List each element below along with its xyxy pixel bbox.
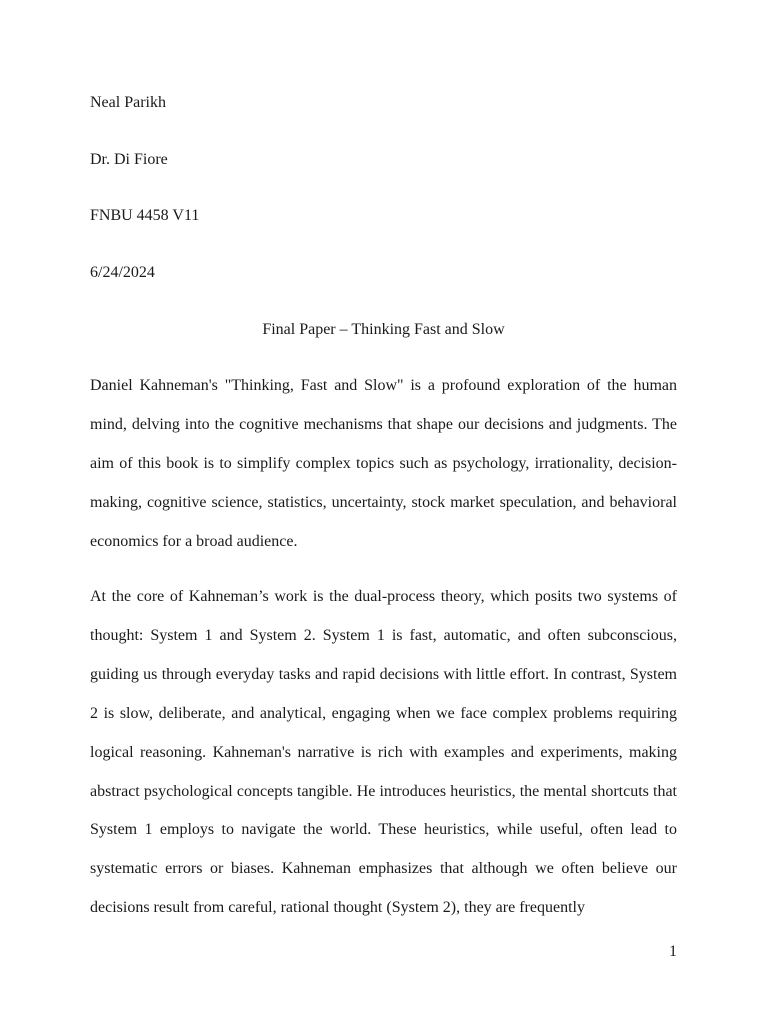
paper-date: 6/24/2024 xyxy=(90,264,155,281)
page-number: 1 xyxy=(669,943,677,960)
student-name: Neal Parikh xyxy=(90,94,166,111)
paper-title: Final Paper – Thinking Fast and Slow xyxy=(262,321,505,338)
paragraph-dual-process: At the core of Kahneman’s work is the dual-process theory, which posits two systems of thought: System 1 and System 2. System 1 is fast, automatic, and often subconscious, guiding us through everyday tasks and rapid decisions with little effort. In contrast, System 2 is slow, deliberate, and analytical, engaging when we face complex problems requiring logical reasoning. Kahneman's narrative is rich with examples and experiments, making abstract psychological concepts tangible. He introduces heuristics, the mental shortcuts that System 1 employs to navigate the world. These heuristics, while useful, often lead to systematic errors or biases. Kahneman emphasizes that although we often believe our decisions result from careful, rational thought (System 2), they are frequently xyxy=(90,588,677,917)
instructor-name: Dr. Di Fiore xyxy=(90,151,168,168)
course-code: FNBU 4458 V11 xyxy=(90,207,200,224)
paragraph-intro: Daniel Kahneman's "Thinking, Fast and Slow" is a profound exploration of the human mind, delving into the cognitive mechanisms that shape our decisions and judgments. The aim of this book is to simplify complex topics such as psychology, irrationality, decision-making, cognitive science, statistics, uncertainty, stock market speculation, and behavioral economics for a broad audience. xyxy=(90,377,677,550)
